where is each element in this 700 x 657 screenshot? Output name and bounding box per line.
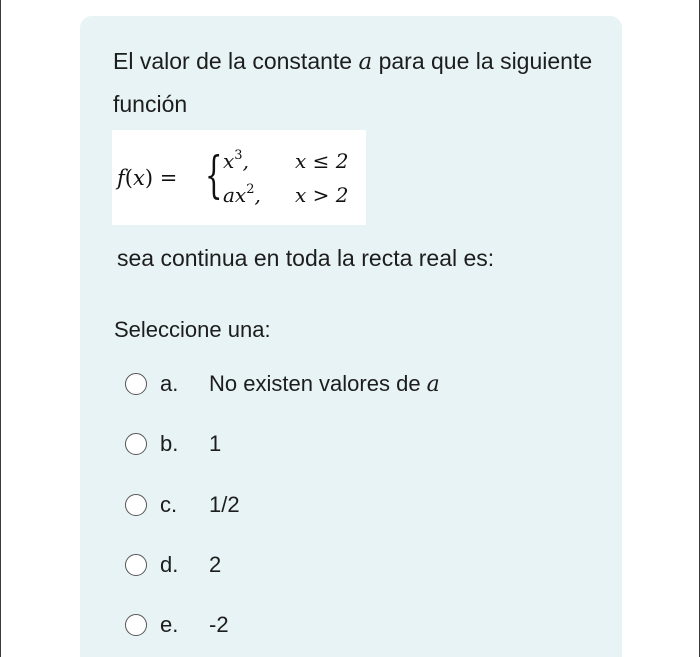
formula-case-2: $ax^2$, x > 2 [223,182,349,207]
option-text: 1/2 [209,492,240,517]
option-b[interactable] [120,426,540,466]
option-letter: c. [160,492,178,517]
formula-case-1: $x^3$, x ≤ 2 [223,148,349,173]
option-e[interactable] [120,607,540,647]
radio-button-d[interactable] [125,554,147,576]
constant-symbol: a [358,49,373,75]
option-letter: e. [160,612,179,637]
option-text: -2 [209,612,229,637]
option-letter: d. [160,552,179,577]
radio-button-e[interactable] [125,614,147,636]
question-text-part2: para que la siguiente función [113,48,593,117]
formula-image [112,130,366,225]
option-text: 1 [209,431,222,456]
option-text: 2 [209,552,222,577]
formula-brace: { [205,146,223,204]
select-label: Seleccione una: [114,317,271,342]
piecewise-formula [117,140,363,215]
option-letter: a. [160,371,179,396]
option-c[interactable] [120,487,540,527]
radio-button-c[interactable] [125,494,147,516]
radio-button-b[interactable] [125,433,147,455]
question-text-continuation: sea continua en toda la recta real es: [117,245,495,271]
radio-button-a[interactable] [125,373,147,395]
option-letter: b. [160,431,179,456]
formula-lhs: f(x) = [117,166,178,190]
option-a[interactable] [120,366,540,406]
left-border [0,0,1,657]
option-text: No existen valores de a [209,371,440,397]
question-text-part1: El valor de la constante [113,48,359,74]
option-d[interactable] [120,547,540,587]
question-text [113,40,593,125]
